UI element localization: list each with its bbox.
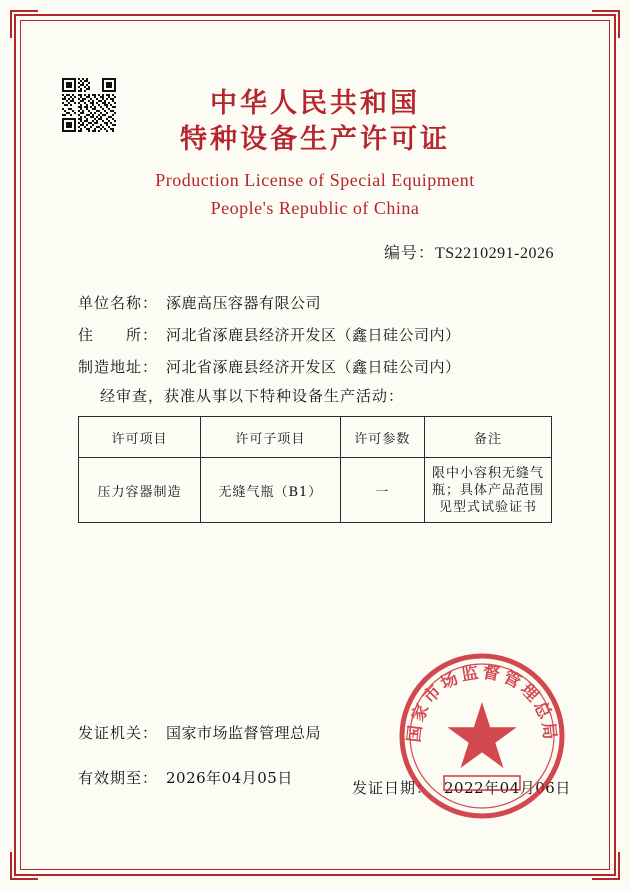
table-cell-parameter: 一: [340, 458, 424, 523]
field-label: 单位名称：: [78, 294, 159, 312]
approval-statement: 经审查，获准从事以下特种设备生产活动：: [100, 387, 405, 405]
table-header-item: 许可项目: [79, 417, 201, 458]
title-block: [0, 86, 630, 222]
field-company-name: [78, 292, 558, 313]
issue-date-value: 2022年04月06日: [444, 779, 571, 797]
corner-ornament-top-left: [10, 10, 38, 38]
valid-until-value: 2026年04月05日: [166, 769, 293, 787]
page-title-cn-line2: 特种设备生产许可证: [180, 124, 450, 155]
field-label: 住 所：: [78, 326, 159, 344]
table-header-remark: 备注: [424, 417, 551, 458]
serial-number-label: 编号：: [383, 243, 435, 262]
corner-ornament-bottom-right: [592, 852, 620, 880]
corner-ornament-top-right: [592, 10, 620, 38]
field-value: 涿鹿高压容器有限公司: [166, 294, 322, 312]
footer-issuer: [78, 722, 548, 743]
page-title-en-line2: People's Republic of China: [210, 198, 420, 218]
serial-number-value: TS2210291-2026: [435, 245, 554, 262]
page-title-en-line1: Production License of Special Equipment: [155, 170, 475, 190]
footer-block: [78, 722, 548, 812]
license-scope-table: [78, 416, 552, 523]
field-value: 河北省涿鹿县经济开发区（鑫日硅公司内）: [166, 358, 461, 376]
field-value: 河北省涿鹿县经济开发区（鑫日硅公司内）: [166, 326, 461, 344]
table-row: [79, 458, 552, 523]
table-header-row: [79, 417, 552, 458]
issuer-label: 发证机关：: [78, 724, 159, 742]
valid-until-label: 有效期至：: [78, 769, 159, 787]
table-header-subitem: 许可子项目: [201, 417, 341, 458]
field-address: [78, 324, 558, 345]
table-header-parameter: 许可参数: [340, 417, 424, 458]
issue-date-label: 发证日期：: [352, 779, 433, 797]
svg-text:国家市场监督管理总局: 国家市场监督管理总局: [404, 662, 560, 744]
issuer-value: 国家市场监督管理总局: [166, 724, 322, 742]
field-manufacture-address: [78, 356, 558, 377]
field-label: 制造地址：: [78, 358, 159, 376]
field-list: [78, 292, 558, 388]
table-cell-item: 压力容器制造: [79, 458, 201, 523]
corner-ornament-bottom-left: [10, 852, 38, 880]
page-title-cn-line1: 中华人民共和国: [210, 88, 420, 119]
table-cell-remark: 限中小容积无缝气瓶；具体产品范围见型式试验证书: [424, 458, 551, 523]
table-cell-subitem: 无缝气瓶（B1）: [201, 458, 341, 523]
serial-number: [384, 240, 554, 263]
